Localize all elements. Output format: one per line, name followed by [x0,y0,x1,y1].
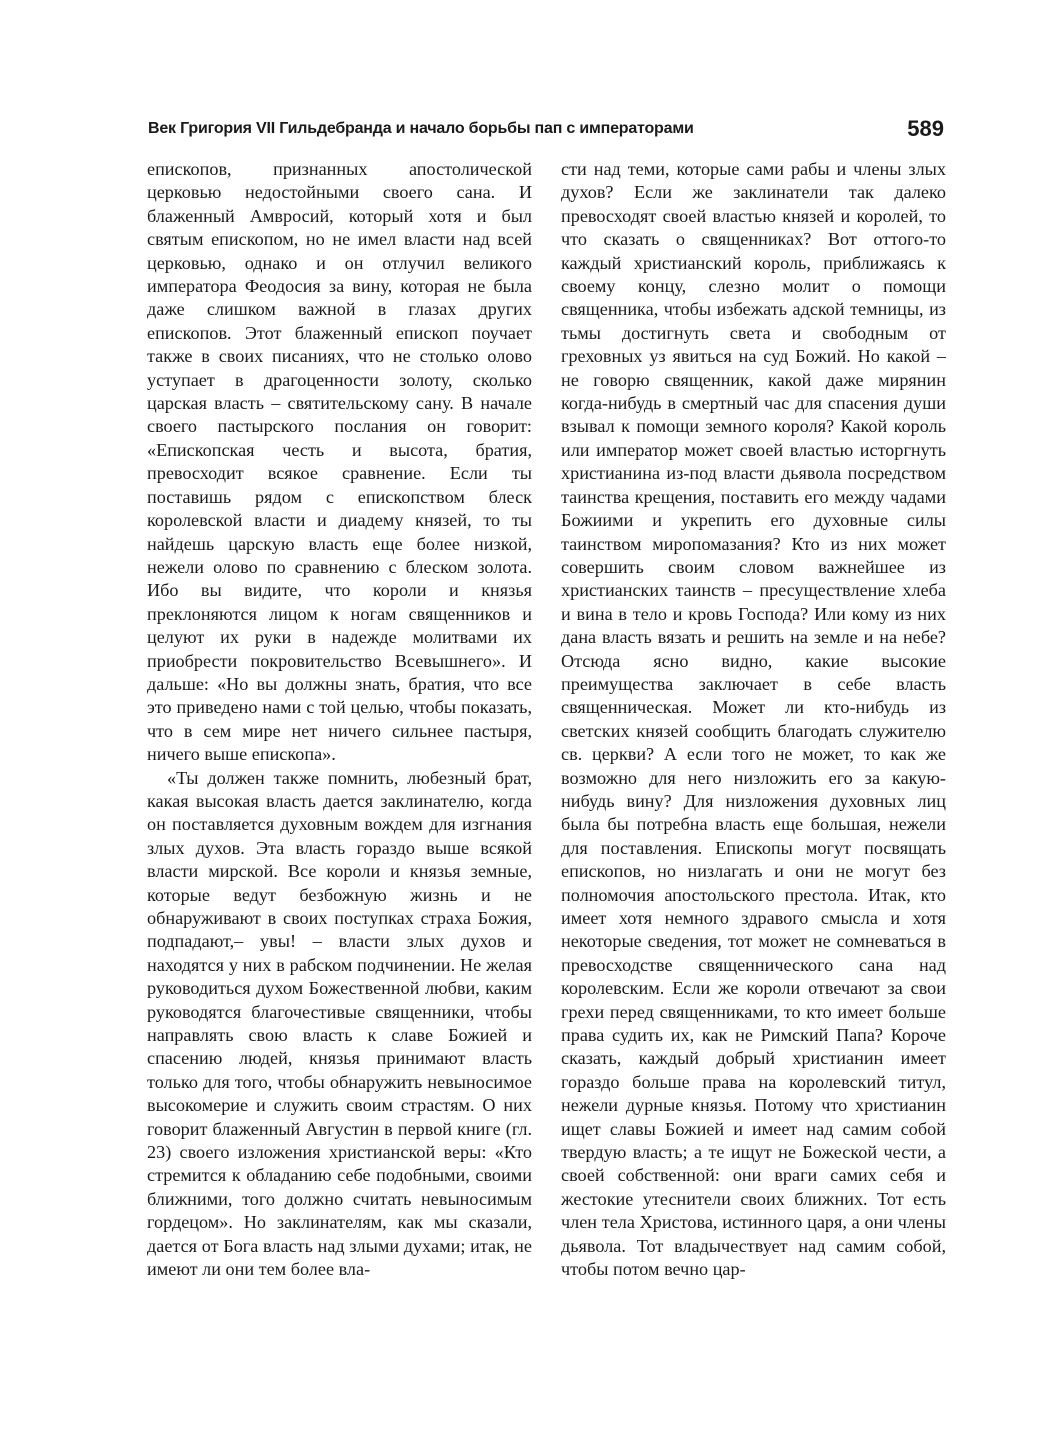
right-text-column [561,158,946,1282]
paragraph: сти над теми, которые сами рабы и члены злых духов? Если же заклинатели так далеко превосходят своей властью князей и королей, то что сказать о священниках? Вот оттого-то каждый христианский король, приближаясь к своему концу, слезно молит о помощи священника, чтобы избежать адской темницы, из тьмы достигнуть света и свободным от греховных уз явиться на суд Божий. Но какой – не говорю священник, какой даже мирянин когда-нибудь в смертный час для спасения души взывал к помощи земного короля? Какой король или император может своей властью исторгнуть христианина из-под власти дьявола посредством таинства крещения, поставить его между чадами Божиими и укрепить его духовные силы таинством миропомазания? Кто из них может совершить своим словом важнейшее из христианских таинств – пресуществление хлеба и вина в тело и кровь Господа? Или кому из них дана власть вязать и решить на земле и на небе? Отсюда ясно видно, какие высокие преимущества заключает в себе власть священническая. Может ли кто-нибудь из светских князей сообщить благодать служителю св. церкви? А если того не может, то как же возможно для него низложить его за какую-нибудь вину? Для низложения духовных лиц была бы потребна власть еще большая, нежели для поставления. Епископы могут посвящать епископов, но низлагать и они не могут без полномочия апостольского престола. Итак, кто имеет хотя немного здравого смысла и хотя некоторые сведения, тот может не сомневаться в превосходстве священнического сана над королевским. Если же короли отвечают за свои грехи перед священниками, то кто имеет больше права судить их, как не Римский Папа? Короче сказать, каждый добрый христианин имеет гораздо больше права на королевский титул, нежели дурные князья. Потому что христианин ищет славы Божией и имеет над самим собой твердую власть; а те ищут не Божеской чести, а своей собственной: они враги самих себя и жестокие утеснители своих ближних. Тот есть член тела Христова, истинного царя, а они члены дьявола. Тот владычествует над самим собой, чтобы потом вечно цар- [561,159,946,1280]
page-number: 589 [907,116,944,141]
paragraph: епископов, признанных апостолической церковью недостойными своего сана. И блаженный Амвросий, который хотя и был святым епископом, но не имел власти над всей церковью, однако и он отлучил великого императора Феодосия за вину, которая не была даже слишком важной в глазах других епископов. Этот блаженный епископ поучает также в своих писаниях, что не столько олово уступает в драгоценности золоту, сколько царская власть – святительскому сану. В начале своего пастырского послания он говорит: «Епископская честь и высота, братия, превосходит всякое сравнение. Если ты поставишь рядом с епископством блеск королевской власти и диадему князей, то ты найдешь царскую власть еще более низкой, нежели олово по сравнению с блеском золота. Ибо вы видите, что короли и князья преклоняются лицом к ногам священников и целуют их руки в надежде молитвами их приобрести покровительство Всевышнего». И дальше: «Но вы должны знать, братия, что все это приведено нами с той целью, чтобы показать, что в сем мире нет ничего сильнее пастыря, ничего выше епископа». [147,159,532,765]
running-title: Век Григория VII Гильдебранда и начало борьбы пап с императорами [148,120,694,137]
paragraph: «Ты должен также помнить, любезный брат, какая высокая власть дается заклинателю, когда он поставляется духовным вождем для изгнания злых духов. Эта власть гораздо выше всякой власти мирской. Все короли и князья земные, которые ведут безбожную жизнь и не обнаруживают в своих поступках страха Божия, подпадают,– увы! – власти злых духов и находятся у них в рабском подчинении. Не желая руководиться духом Божественной любви, каким руководятся благочестивые священники, чтобы направлять свою власть к славе Божией и спасению людей, князья принимают власть только для того, чтобы обнаружить невыносимое высокомерие и служить своим страстям. О них говорит блаженный Августин в первой книге (гл. 23) своего изложения христианской веры: «Кто стремится к обладанию себе подобными, своими ближними, того должно считать невыносимым гордецом». Но заклинателям, как мы сказали, дается от Бога власть над злыми духами; итак, не имеют ли они тем более вла- [147,767,532,1280]
left-text-column [147,158,532,1282]
running-header [148,116,948,148]
